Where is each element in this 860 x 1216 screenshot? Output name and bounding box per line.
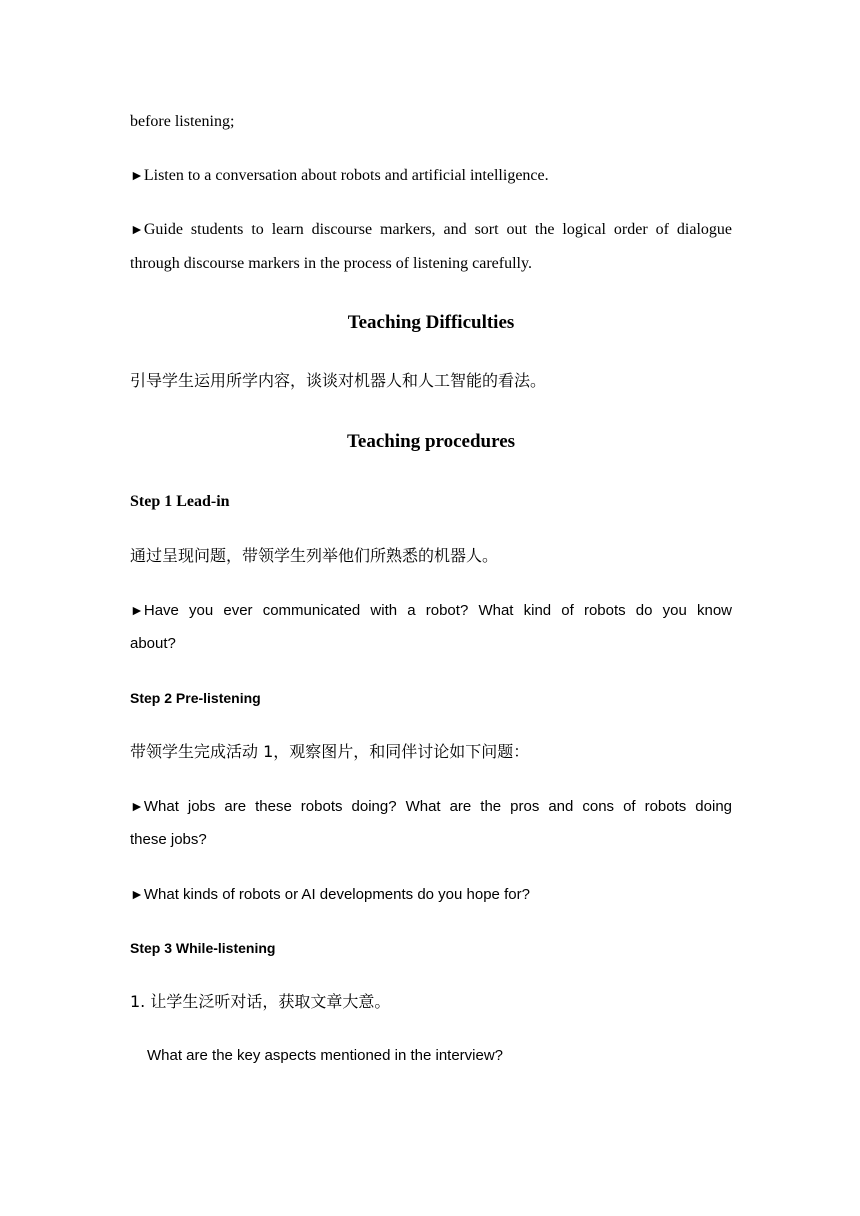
step2-question1-line2: these jobs? bbox=[130, 831, 207, 848]
step3-question: What are the key aspects mentioned in the interview? bbox=[147, 1047, 504, 1064]
bullet-marker: ► bbox=[130, 169, 144, 184]
bullet-marker: ► bbox=[130, 223, 144, 238]
heading-teaching-difficulties: Teaching Difficulties bbox=[347, 312, 515, 333]
bullet-marker: ► bbox=[130, 602, 144, 618]
step2-question2: ►What kinds of robots or AI developments do you hope for? bbox=[130, 886, 530, 903]
step1-text: 通过呈现问题，带领学生列举他们所熟悉的机器人。 bbox=[130, 546, 499, 565]
bullet-marker: ► bbox=[130, 886, 144, 902]
difficulties-text: 引导学生运用所学内容，谈谈对机器人和人工智能的看法。 bbox=[130, 371, 547, 390]
heading-teaching-procedures: Teaching procedures bbox=[346, 431, 516, 452]
objective-item-listen: ►Listen to a conversation about robots and artificial intelligence. bbox=[130, 167, 549, 184]
step1-question-line1: ►Have you ever communicated with a robot? What kind of robots do you know bbox=[130, 602, 732, 619]
step3-title: Step 3 While-listening bbox=[130, 940, 276, 956]
objective-item-discourse-line2: through discourse markers in the process of listening carefully. bbox=[130, 255, 532, 272]
step1-question-line2: about? bbox=[130, 635, 176, 652]
step2-question1-line1: ►What jobs are these robots doing? What are the pros and cons of robots doing bbox=[130, 798, 732, 815]
objective-item-discourse-line1: ►Guide students to learn discourse markers, and sort out the logical order of dialogue bbox=[130, 221, 732, 238]
intro-continuation: before listening; bbox=[130, 113, 235, 130]
step1-title: Step 1 Lead-in bbox=[130, 493, 230, 510]
step2-text: 带领学生完成活动 1，观察图片，和同伴讨论如下问题： bbox=[130, 742, 530, 761]
bullet-marker: ► bbox=[130, 798, 144, 814]
step2-title: Step 2 Pre-listening bbox=[130, 690, 261, 706]
step3-item1: 1. 让学生泛听对话，获取文章大意。 bbox=[130, 992, 391, 1011]
